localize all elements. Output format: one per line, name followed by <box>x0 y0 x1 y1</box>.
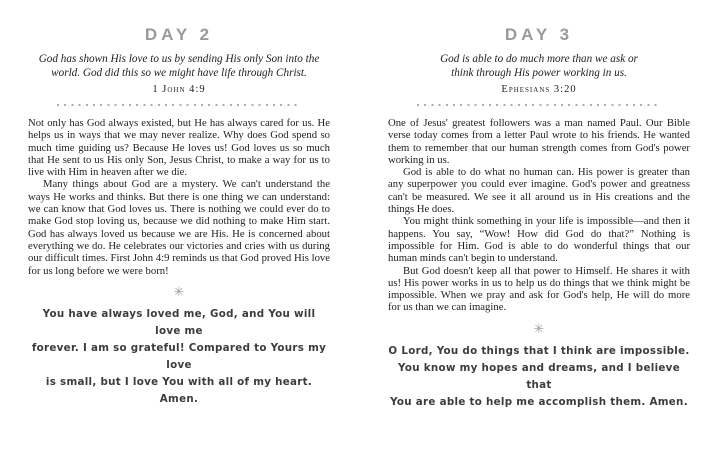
day-3-verse <box>388 52 690 80</box>
paragraph: You might think something in your life is impossible—and then it happens. You say, “Wow! How did God do that?” Nothing is impossible for Him. God is able to do wonderful things that our human minds can't begin to understand. <box>388 215 690 265</box>
prayer-line: is small, but I love You with all of my heart. Amen. <box>45 375 313 405</box>
asterisk-ornament-icon: ✳ <box>173 284 185 300</box>
day-3-prayer <box>388 343 690 411</box>
verse-line: God is able to do much more than we ask or <box>440 53 638 65</box>
prayer-line: You know my hopes and dreams, and I believe that <box>398 361 680 391</box>
paragraph: Not only has God always existed, but He has always cared for us. He helps us in ways that we may never realize. Why does God spend so much time guiding us? Because He loves us! God loves us so much that He sent to us His only Son, Jesus Christ, to make a way for us to live with Him in heaven after we die. <box>28 117 330 179</box>
day-3-body <box>388 117 690 314</box>
paragraph: But God doesn't keep all that power to Himself. He shares it with us! His power works in us to help us do things that we think might be impossible. When we pray and ask for God's help, He will do more for us than we can imagine. <box>388 264 690 314</box>
asterisk-ornament-icon: ✳ <box>533 321 545 337</box>
day-2-verse <box>28 52 330 80</box>
paragraph: Many things about God are a mystery. We can't understand the ways He works and thinks. But there is one thing we can understand: we can know that God loves us. There is nothing we could ever do to make God stop loving us, because we did nothing to make Him start. God has always loved us because we are His. He is concerned about everything we do. He celebrates our victories and cries with us during our difficult times. First John 4:9 reminds us that God proved His love for us long before we were born! <box>28 178 330 277</box>
verse-line: world. God did this so we might have life through Christ. <box>51 67 307 79</box>
prayer-line: O Lord, You do things that I think are impossible. <box>388 344 690 357</box>
page-right-day-3 <box>360 0 720 468</box>
day-3-scripture-reference: Ephesians 3:20 <box>501 84 577 95</box>
page-left-content <box>28 26 330 408</box>
prayer-line: You have always loved me, God, and You will love me <box>42 307 316 337</box>
verse-line: think through His power working in us. <box>451 67 627 79</box>
day-3-title: DAY 3 <box>504 25 574 44</box>
dotted-divider <box>57 104 301 106</box>
prayer-line: You are able to help me accomplish them. Amen. <box>390 395 688 408</box>
prayer-line: forever. I am so grateful! Compared to Yours my love <box>31 341 327 371</box>
day-2-scripture-reference: 1 John 4:9 <box>152 84 206 95</box>
day-2-prayer <box>28 306 330 408</box>
page-right-content <box>388 26 690 411</box>
day-2-title: DAY 2 <box>144 25 214 44</box>
day-2-body <box>28 117 330 277</box>
paragraph: God is able to do what no human can. His power is greater than any superpower you could ever imagine. God's power and greatness can't be measured. We see it all around us in His creations and the things He does. <box>388 166 690 216</box>
verse-line: God has shown His love to us by sending His only Son into the <box>38 53 320 65</box>
paragraph: One of Jesus' greatest followers was a man named Paul. Our Bible verse today comes from a letter Paul wrote to his friends. He wanted them to remember that our human strength comes from God's power working in us. <box>388 117 690 166</box>
dotted-divider <box>417 104 661 106</box>
